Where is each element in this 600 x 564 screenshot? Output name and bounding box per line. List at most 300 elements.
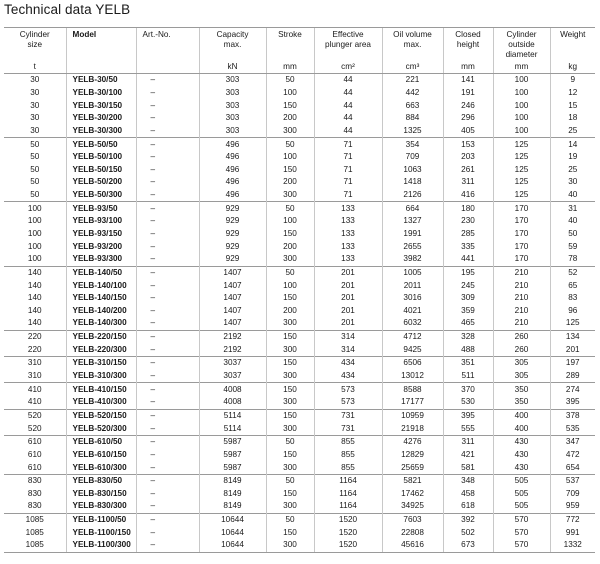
cell-model: YELB-140/300 [66, 317, 136, 330]
table-row [4, 305, 595, 318]
cell-weight: 25 [550, 125, 595, 138]
cell-model: YELB-610/150 [66, 449, 136, 462]
cell-art-no: – [136, 488, 199, 501]
cell-cylinder-size: 830 [27, 488, 42, 498]
cell-closed-height: 458 [443, 488, 493, 501]
cell-closed-height: 465 [443, 317, 493, 330]
col-header-stroke: Stroke [266, 28, 314, 63]
cell-outside-diameter: 170 [493, 228, 550, 241]
cell-model: YELB-30/100 [66, 87, 136, 100]
cell-model: YELB-30/150 [66, 99, 136, 112]
col-header-outside-diameter: Cylinder outside diameter [493, 28, 550, 63]
cell-oil-volume: 2126 [382, 189, 443, 202]
cell-weight: 65 [550, 279, 595, 292]
table-row [4, 449, 595, 462]
col-unit-model [66, 62, 136, 74]
cell-stroke: 150 [266, 228, 314, 241]
cell-weight: 50 [550, 228, 595, 241]
cell-oil-volume: 2655 [382, 240, 443, 253]
cell-plunger-area: 201 [314, 279, 382, 292]
cell-outside-diameter: 170 [493, 253, 550, 266]
cell-weight: 31 [550, 202, 595, 215]
cell-model: YELB-830/50 [66, 474, 136, 487]
cell-closed-height: 581 [443, 461, 493, 474]
cell-cylinder-size: 520 [4, 409, 66, 422]
cell-outside-diameter: 125 [493, 189, 550, 202]
cell-oil-volume: 4021 [382, 305, 443, 318]
cell-capacity: 496 [199, 176, 266, 189]
table-row [4, 87, 595, 100]
cell-oil-volume: 6506 [382, 357, 443, 370]
cell-weight: 772 [550, 513, 595, 526]
col-header-model: Model [66, 28, 136, 63]
cell-model: YELB-30/200 [66, 112, 136, 125]
cell-art-no: – [136, 343, 199, 356]
table-row [4, 526, 595, 539]
cell-closed-height: 511 [443, 370, 493, 383]
cell-outside-diameter: 210 [493, 266, 550, 279]
cell-oil-volume: 45616 [382, 539, 443, 552]
cell-stroke: 300 [266, 125, 314, 138]
cell-stroke: 150 [266, 449, 314, 462]
cell-weight: 15 [550, 99, 595, 112]
cell-closed-height: 488 [443, 343, 493, 356]
cell-outside-diameter: 260 [493, 330, 550, 343]
cell-capacity: 303 [199, 112, 266, 125]
cell-weight: 654 [550, 461, 595, 474]
cell-art-no: – [136, 87, 199, 100]
table-row [4, 461, 595, 474]
cell-model: YELB-1100/150 [66, 526, 136, 539]
cell-oil-volume: 221 [382, 74, 443, 87]
cell-closed-height: 285 [443, 228, 493, 241]
cell-model: YELB-1100/50 [66, 513, 136, 526]
cell-weight: 125 [550, 317, 595, 330]
cell-weight: 134 [550, 330, 595, 343]
cell-plunger-area: 1520 [314, 513, 382, 526]
cell-model: YELB-520/300 [66, 422, 136, 435]
cell-capacity: 1407 [199, 317, 266, 330]
cell-art-no: – [136, 357, 199, 370]
table-row [4, 112, 595, 125]
cell-stroke: 200 [266, 176, 314, 189]
cell-capacity: 929 [199, 253, 266, 266]
cell-cylinder-size: 410 [4, 383, 66, 396]
cell-closed-height: 351 [443, 357, 493, 370]
cell-outside-diameter: 125 [493, 176, 550, 189]
cell-outside-diameter: 100 [493, 125, 550, 138]
unit-row [4, 62, 595, 74]
cell-stroke: 300 [266, 253, 314, 266]
cell-outside-diameter: 430 [493, 461, 550, 474]
table-row [4, 176, 595, 189]
cell-plunger-area: 71 [314, 189, 382, 202]
cell-outside-diameter: 170 [493, 202, 550, 215]
table-row [4, 488, 595, 501]
cell-closed-height: 405 [443, 125, 493, 138]
cell-cylinder-size: 140 [4, 266, 66, 279]
cell-plunger-area: 855 [314, 449, 382, 462]
cell-art-no: – [136, 305, 199, 318]
cell-oil-volume: 709 [382, 151, 443, 164]
table-row [4, 500, 595, 513]
cell-stroke: 150 [266, 409, 314, 422]
cell-cylinder-size: 310 [27, 371, 42, 381]
cell-capacity: 929 [199, 228, 266, 241]
col-unit-cylinder-size: t [4, 62, 66, 74]
cell-oil-volume: 6032 [382, 317, 443, 330]
cell-capacity: 496 [199, 189, 266, 202]
cell-closed-height: 348 [443, 474, 493, 487]
cell-closed-height: 530 [443, 396, 493, 409]
cell-closed-height: 191 [443, 87, 493, 100]
cell-cylinder-size: 50 [4, 138, 66, 151]
cell-plunger-area: 133 [314, 253, 382, 266]
cell-weight: 19 [550, 151, 595, 164]
cell-plunger-area: 855 [314, 461, 382, 474]
cell-model: YELB-830/150 [66, 488, 136, 501]
cell-weight: 535 [550, 422, 595, 435]
cell-art-no: – [136, 176, 199, 189]
cell-outside-diameter: 505 [493, 474, 550, 487]
cell-cylinder-size: 1085 [4, 539, 66, 552]
cell-oil-volume: 884 [382, 112, 443, 125]
cell-weight: 18 [550, 112, 595, 125]
cell-closed-height: 618 [443, 500, 493, 513]
cell-outside-diameter: 570 [493, 526, 550, 539]
cell-oil-volume: 17462 [382, 488, 443, 501]
cell-stroke: 150 [266, 99, 314, 112]
cell-model: YELB-220/300 [66, 343, 136, 356]
cell-cylinder-size: 50 [30, 177, 40, 187]
cell-capacity: 8149 [199, 474, 266, 487]
page-title: Technical data YELB [4, 2, 131, 17]
cell-capacity: 496 [199, 163, 266, 176]
cell-capacity: 8149 [199, 488, 266, 501]
cell-closed-height: 153 [443, 138, 493, 151]
cell-outside-diameter: 570 [493, 539, 550, 552]
cell-stroke: 150 [266, 292, 314, 305]
cell-outside-diameter: 125 [493, 151, 550, 164]
cell-outside-diameter: 170 [493, 240, 550, 253]
cell-oil-volume: 4276 [382, 435, 443, 448]
cell-weight: 12 [550, 87, 595, 100]
cell-plunger-area: 201 [314, 266, 382, 279]
table-row [4, 74, 595, 87]
cell-closed-height: 673 [443, 539, 493, 552]
cell-art-no: – [136, 202, 199, 215]
cell-model: YELB-50/100 [66, 151, 136, 164]
table-row [4, 215, 595, 228]
table-row [4, 409, 595, 422]
cell-stroke: 150 [266, 357, 314, 370]
cell-plunger-area: 133 [314, 215, 382, 228]
cell-stroke: 50 [266, 266, 314, 279]
cell-outside-diameter: 210 [493, 292, 550, 305]
cell-art-no: – [136, 292, 199, 305]
cell-capacity: 1407 [199, 292, 266, 305]
cell-plunger-area: 44 [314, 74, 382, 87]
cell-capacity: 1407 [199, 266, 266, 279]
cell-model: YELB-50/300 [66, 189, 136, 202]
cell-art-no: – [136, 99, 199, 112]
cell-outside-diameter: 430 [493, 435, 550, 448]
cell-oil-volume: 7603 [382, 513, 443, 526]
cell-oil-volume: 663 [382, 99, 443, 112]
cell-closed-height: 555 [443, 422, 493, 435]
col-unit-capacity: kN [199, 62, 266, 74]
cell-weight: 289 [550, 370, 595, 383]
cell-plunger-area: 434 [314, 357, 382, 370]
cell-stroke: 300 [266, 396, 314, 409]
cell-stroke: 100 [266, 215, 314, 228]
cell-model: YELB-93/50 [66, 202, 136, 215]
cell-cylinder-size: 50 [30, 164, 40, 174]
cell-plunger-area: 1520 [314, 526, 382, 539]
cell-closed-height: 311 [443, 435, 493, 448]
cell-closed-height: 195 [443, 266, 493, 279]
table-row [4, 513, 595, 526]
cell-cylinder-size: 30 [30, 113, 40, 123]
cell-model: YELB-50/200 [66, 176, 136, 189]
table-row [4, 151, 595, 164]
cell-art-no: – [136, 151, 199, 164]
cell-outside-diameter: 505 [493, 488, 550, 501]
cell-oil-volume: 9425 [382, 343, 443, 356]
header-row [4, 28, 595, 63]
cell-stroke: 300 [266, 343, 314, 356]
cell-art-no: – [136, 422, 199, 435]
cell-model: YELB-610/50 [66, 435, 136, 448]
cell-closed-height: 392 [443, 513, 493, 526]
cell-plunger-area: 434 [314, 370, 382, 383]
cell-outside-diameter: 170 [493, 215, 550, 228]
cell-oil-volume: 1063 [382, 163, 443, 176]
cell-cylinder-size: 1085 [4, 513, 66, 526]
table-row [4, 435, 595, 448]
cell-weight: 25 [550, 163, 595, 176]
cell-model: YELB-140/100 [66, 279, 136, 292]
cell-outside-diameter: 570 [493, 513, 550, 526]
cell-capacity: 303 [199, 125, 266, 138]
col-header-oil-volume: Oil volume max. [382, 28, 443, 63]
cell-outside-diameter: 305 [493, 357, 550, 370]
cell-stroke: 150 [266, 330, 314, 343]
cell-plunger-area: 44 [314, 112, 382, 125]
cell-model: YELB-93/300 [66, 253, 136, 266]
table-body [4, 74, 595, 553]
cell-weight: 472 [550, 449, 595, 462]
cell-oil-volume: 3982 [382, 253, 443, 266]
cell-oil-volume: 354 [382, 138, 443, 151]
table-row [4, 228, 595, 241]
cell-outside-diameter: 350 [493, 396, 550, 409]
table-row [4, 474, 595, 487]
cell-capacity: 8149 [199, 500, 266, 513]
cell-closed-height: 421 [443, 449, 493, 462]
cell-plunger-area: 44 [314, 87, 382, 100]
cell-oil-volume: 5821 [382, 474, 443, 487]
cell-outside-diameter: 350 [493, 383, 550, 396]
cell-oil-volume: 3016 [382, 292, 443, 305]
cell-art-no: – [136, 396, 199, 409]
cell-closed-height: 311 [443, 176, 493, 189]
cell-outside-diameter: 100 [493, 74, 550, 87]
cell-cylinder-size: 830 [27, 501, 42, 511]
cell-art-no: – [136, 500, 199, 513]
cell-outside-diameter: 210 [493, 279, 550, 292]
cell-capacity: 10644 [199, 513, 266, 526]
cell-oil-volume: 1418 [382, 176, 443, 189]
col-header-closed-height: Closed height [443, 28, 493, 63]
cell-stroke: 100 [266, 151, 314, 164]
cell-plunger-area: 71 [314, 176, 382, 189]
cell-capacity: 929 [199, 240, 266, 253]
cell-plunger-area: 71 [314, 163, 382, 176]
cell-model: YELB-140/50 [66, 266, 136, 279]
cell-art-no: – [136, 163, 199, 176]
cell-weight: 30 [550, 176, 595, 189]
cell-capacity: 10644 [199, 539, 266, 552]
cell-capacity: 496 [199, 138, 266, 151]
cell-cylinder-size: 140 [27, 318, 42, 328]
cell-plunger-area: 201 [314, 317, 382, 330]
cell-outside-diameter: 210 [493, 317, 550, 330]
cell-plunger-area: 201 [314, 292, 382, 305]
cell-art-no: – [136, 189, 199, 202]
cell-capacity: 5114 [199, 409, 266, 422]
cell-cylinder-size: 140 [27, 305, 42, 315]
cell-cylinder-size: 100 [27, 229, 42, 238]
col-unit-outside-diameter: mm [493, 62, 550, 74]
cell-plunger-area: 133 [314, 202, 382, 215]
cell-capacity: 5114 [199, 422, 266, 435]
cell-art-no: – [136, 330, 199, 343]
cell-model: YELB-50/150 [66, 163, 136, 176]
cell-closed-height: 141 [443, 74, 493, 87]
cell-stroke: 100 [266, 87, 314, 100]
cell-outside-diameter: 505 [493, 500, 550, 513]
cell-stroke: 50 [266, 202, 314, 215]
cell-model: YELB-220/150 [66, 330, 136, 343]
cell-art-no: – [136, 125, 199, 138]
cell-oil-volume: 8588 [382, 383, 443, 396]
table-row [4, 240, 595, 253]
cell-oil-volume: 1005 [382, 266, 443, 279]
cell-closed-height: 246 [443, 99, 493, 112]
col-unit-weight: kg [550, 62, 595, 74]
table-row [4, 189, 595, 202]
cell-model: YELB-50/50 [66, 138, 136, 151]
cell-oil-volume: 664 [382, 202, 443, 215]
cell-cylinder-size: 830 [4, 474, 66, 487]
cell-art-no: – [136, 383, 199, 396]
cell-stroke: 50 [266, 474, 314, 487]
cell-outside-diameter: 210 [493, 305, 550, 318]
cell-art-no: – [136, 409, 199, 422]
table-row [4, 125, 595, 138]
cell-weight: 40 [550, 215, 595, 228]
cell-plunger-area: 1164 [314, 488, 382, 501]
cell-plunger-area: 133 [314, 228, 382, 241]
table-row [4, 292, 595, 305]
cell-stroke: 150 [266, 526, 314, 539]
cell-model: YELB-93/150 [66, 228, 136, 241]
table-row [4, 163, 595, 176]
cell-closed-height: 328 [443, 330, 493, 343]
cell-plunger-area: 71 [314, 151, 382, 164]
cell-oil-volume: 13012 [382, 370, 443, 383]
cell-model: YELB-140/200 [66, 305, 136, 318]
cell-model: YELB-410/150 [66, 383, 136, 396]
cell-model: YELB-93/200 [66, 240, 136, 253]
cell-weight: 959 [550, 500, 595, 513]
cell-cylinder-size: 140 [27, 280, 42, 290]
cell-closed-height: 441 [443, 253, 493, 266]
cell-plunger-area: 314 [314, 330, 382, 343]
cell-cylinder-size: 100 [27, 254, 42, 264]
cell-weight: 14 [550, 138, 595, 151]
cell-weight: 83 [550, 292, 595, 305]
cell-weight: 274 [550, 383, 595, 396]
cell-weight: 395 [550, 396, 595, 409]
table-row [4, 266, 595, 279]
table-row [4, 317, 595, 330]
cell-oil-volume: 21918 [382, 422, 443, 435]
cell-outside-diameter: 430 [493, 449, 550, 462]
cell-stroke: 200 [266, 112, 314, 125]
cell-plunger-area: 71 [314, 138, 382, 151]
cell-capacity: 1407 [199, 305, 266, 318]
cell-oil-volume: 12829 [382, 449, 443, 462]
cell-weight: 1332 [550, 539, 595, 552]
table-row [4, 343, 595, 356]
cell-oil-volume: 4712 [382, 330, 443, 343]
cell-stroke: 300 [266, 317, 314, 330]
cell-model: YELB-30/300 [66, 125, 136, 138]
cell-outside-diameter: 305 [493, 370, 550, 383]
cell-cylinder-size: 610 [27, 462, 42, 472]
cell-cylinder-size: 140 [27, 293, 42, 303]
cell-weight: 52 [550, 266, 595, 279]
cell-cylinder-size: 30 [30, 125, 40, 135]
cell-weight: 991 [550, 526, 595, 539]
cell-plunger-area: 573 [314, 383, 382, 396]
cell-cylinder-size: 30 [30, 87, 40, 97]
cell-stroke: 50 [266, 138, 314, 151]
cell-weight: 78 [550, 253, 595, 266]
cell-model: YELB-30/50 [66, 74, 136, 87]
cell-closed-height: 359 [443, 305, 493, 318]
cell-model: YELB-310/300 [66, 370, 136, 383]
cell-stroke: 50 [266, 435, 314, 448]
col-header-plunger-area: Effective plunger area [314, 28, 382, 63]
cell-model: YELB-610/300 [66, 461, 136, 474]
cell-outside-diameter: 400 [493, 409, 550, 422]
col-header-capacity: Capacity max. [199, 28, 266, 63]
col-unit-oil-volume: cm³ [382, 62, 443, 74]
cell-model: YELB-310/150 [66, 357, 136, 370]
cell-capacity: 4008 [199, 383, 266, 396]
cell-cylinder-size: 520 [27, 423, 42, 433]
cell-outside-diameter: 100 [493, 112, 550, 125]
cell-art-no: – [136, 513, 199, 526]
cell-oil-volume: 25659 [382, 461, 443, 474]
cell-stroke: 150 [266, 488, 314, 501]
cell-model: YELB-140/150 [66, 292, 136, 305]
cell-stroke: 150 [266, 383, 314, 396]
cell-weight: 96 [550, 305, 595, 318]
